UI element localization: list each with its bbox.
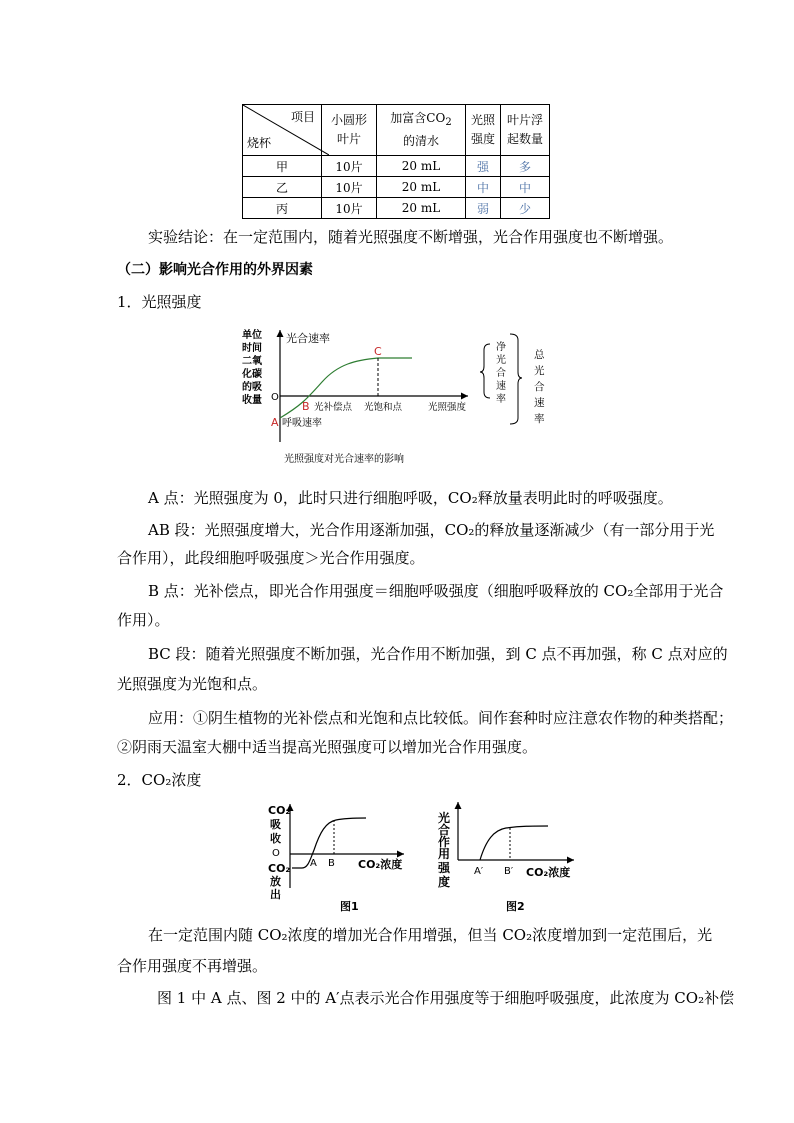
cell-float: 中: [501, 177, 550, 198]
fig2a-point-a: A: [310, 858, 317, 869]
fig1-compensation-label: 光补偿点: [314, 402, 353, 413]
fig1-respiration-label: 呼吸速率: [282, 418, 322, 429]
subheading-light: 1．光照强度: [117, 293, 202, 311]
fig2a-y-top-char: 吸: [270, 818, 281, 831]
fig2a-y-bottom-char: CO₂: [268, 862, 291, 875]
co2-figure-1: [262, 798, 412, 918]
fig2a-y-top-char: 收: [270, 832, 281, 845]
fig2b-y-char: 强: [438, 861, 451, 875]
paragraph-co2-line2: 合作用强度不再增强。: [117, 957, 268, 975]
header-leaves: 小圆形 叶片: [322, 105, 377, 156]
light-intensity-figure: [240, 322, 560, 472]
paragraph-ab-line1: AB 段：光照强度增大，光合作用逐渐加强，CO₂的释放量逐渐减少（有一部分用于光: [148, 521, 715, 539]
fig2b-y-label: [437, 810, 451, 889]
fig1-saturation-label: 光饱和点: [364, 402, 403, 413]
fig2b-y-char: 用: [438, 847, 451, 861]
fig2b-point-a: A′: [474, 866, 484, 877]
fig2b-y-char: 光: [438, 811, 451, 825]
fig1-total-char: 率: [534, 413, 545, 425]
cell-float: 少: [501, 198, 550, 219]
table-corner-cell: [243, 105, 322, 156]
fig2a-point-b: B: [328, 858, 335, 869]
cell-light: 中: [466, 177, 501, 198]
fig1-point-a: A: [271, 416, 279, 429]
table-row: [243, 156, 550, 177]
cell-leaves: 10片: [322, 198, 377, 219]
cell-light: 弱: [466, 198, 501, 219]
paragraph-b-line2: 作用）。: [117, 611, 170, 629]
fig1-y-label: [241, 328, 263, 406]
fig2a-y-bottom-char: 放: [270, 875, 281, 888]
cell-cup: 乙: [243, 177, 322, 198]
header-light: 光照 强度: [466, 105, 501, 156]
fig1-point-b: B: [302, 400, 310, 413]
fig1-net-char: 率: [496, 394, 506, 405]
experiment-table: [242, 104, 550, 219]
fig2a-y-top-label: [268, 804, 290, 845]
fig2b-caption: 图2: [506, 900, 525, 913]
cell-leaves: 10片: [322, 156, 377, 177]
cell-water: 20 mL: [377, 198, 466, 219]
paragraph-application-line1: 应用：①阴生植物的光补偿点和光饱和点比较低。间作套种时应注意农作物的种类搭配；: [148, 709, 734, 727]
fig2b-y-char: 作: [438, 835, 451, 849]
paragraph-ab-line2: 合作用），此段细胞呼吸强度＞光合作用强度。: [117, 549, 425, 567]
header-float: 叶片浮 起数量: [501, 105, 550, 156]
fig1-total-label: [534, 348, 545, 425]
fig2a-y-bottom-char: 出: [270, 888, 281, 901]
cell-light: 强: [466, 156, 501, 177]
fig2a-x-label: CO₂浓度: [358, 858, 403, 871]
fig2a-origin: O: [272, 848, 280, 859]
paragraph-bc-line2: 光照强度为光饱和点。: [117, 675, 268, 693]
fig2b-x-label: CO₂浓度: [526, 866, 571, 879]
fig2b-y-char: 度: [438, 875, 451, 889]
fig1-y-axis-title: 光合速率: [286, 332, 330, 345]
header-water: 加富含$CO_2$ 的清水: [377, 105, 466, 156]
fig2b-curve: [480, 826, 548, 860]
fig2b-point-b: B′: [504, 866, 514, 877]
co2-figure-2: [436, 798, 586, 918]
paragraph-compensation: 图 1 中 A 点、图 2 中的 A′点表示光合作用强度等于细胞呼吸强度，此浓度为 CO₂补偿: [157, 989, 735, 1007]
cell-water: 20 mL: [377, 156, 466, 177]
subheading-co2: 2．CO₂浓度: [117, 771, 202, 789]
fig2b-y-char: 合: [438, 823, 451, 837]
fig1-y-label-line: 收量: [242, 395, 262, 406]
paragraph-b-line1: B 点：光补偿点，即光合作用强度＝细胞呼吸强度（细胞呼吸释放的 CO₂全部用于光合: [148, 582, 724, 600]
cell-leaves: 10片: [322, 177, 377, 198]
fig1-y-label-line: 的吸: [242, 382, 262, 393]
corner-top-label: 项目: [290, 110, 315, 124]
cell-cup: 甲: [243, 156, 322, 177]
experiment-conclusion: 实验结论：在一定范围内，随着光照强度不断增强，光合作用强度也不断增强。: [148, 228, 674, 246]
paragraph-bc-line1: BC 段：随着光照强度不断加强，光合作用不断加强，到 C 点不再加强，称 C 点对应的: [148, 645, 728, 663]
fig1-x-label: 光照强度: [428, 402, 467, 413]
section-heading: （二）影响光合作用的外界因素: [117, 262, 313, 278]
fig2a-y-top-char: CO₂: [268, 804, 291, 817]
fig1-y-label-line: 化碳: [242, 369, 262, 380]
cell-water: 20 mL: [377, 177, 466, 198]
fig1-net-char: 合: [496, 368, 506, 379]
fig1-total-char: 合: [534, 381, 545, 393]
fig1-total-char: 光: [534, 365, 545, 377]
fig1-origin: O: [271, 392, 279, 403]
fig1-point-c: C: [374, 345, 382, 358]
fig1-total-char: 速: [534, 397, 545, 409]
paragraph-point-a: A 点：光照强度为 0，此时只进行细胞呼吸，CO₂释放量表明此时的呼吸强度。: [148, 489, 673, 507]
table-row: [243, 198, 550, 219]
fig1-net-char: 净: [496, 342, 506, 353]
fig1-total-char: 总: [534, 349, 545, 361]
fig1-net-label: [496, 340, 506, 405]
table-row: [243, 177, 550, 198]
fig1-y-label-line: 二氧: [242, 356, 262, 367]
paragraph-application-line2: ②阴雨天温室大棚中适当提高光照强度可以增加光合作用强度。: [117, 738, 538, 756]
fig2a-y-bottom-label: [268, 862, 290, 901]
cell-cup: 丙: [243, 198, 322, 219]
fig1-net-brace: [480, 344, 490, 398]
fig1-net-char: 速: [496, 381, 506, 392]
cell-float: 多: [501, 156, 550, 177]
paragraph-co2-line1: 在一定范围内随 CO₂浓度的增加光合作用增强，但当 CO₂浓度增加到一定范围后，光: [148, 926, 713, 944]
fig1-net-char: 光: [496, 355, 506, 366]
fig1-y-label-line: 单位: [242, 330, 262, 341]
corner-bottom-label: 烧杯: [247, 136, 272, 150]
fig2a-caption: 图1: [340, 900, 359, 913]
fig1-total-brace: [510, 334, 522, 424]
fig1-y-label-line: 时间: [242, 343, 262, 354]
fig1-caption: 光照强度对光合速率的影响: [284, 454, 404, 465]
